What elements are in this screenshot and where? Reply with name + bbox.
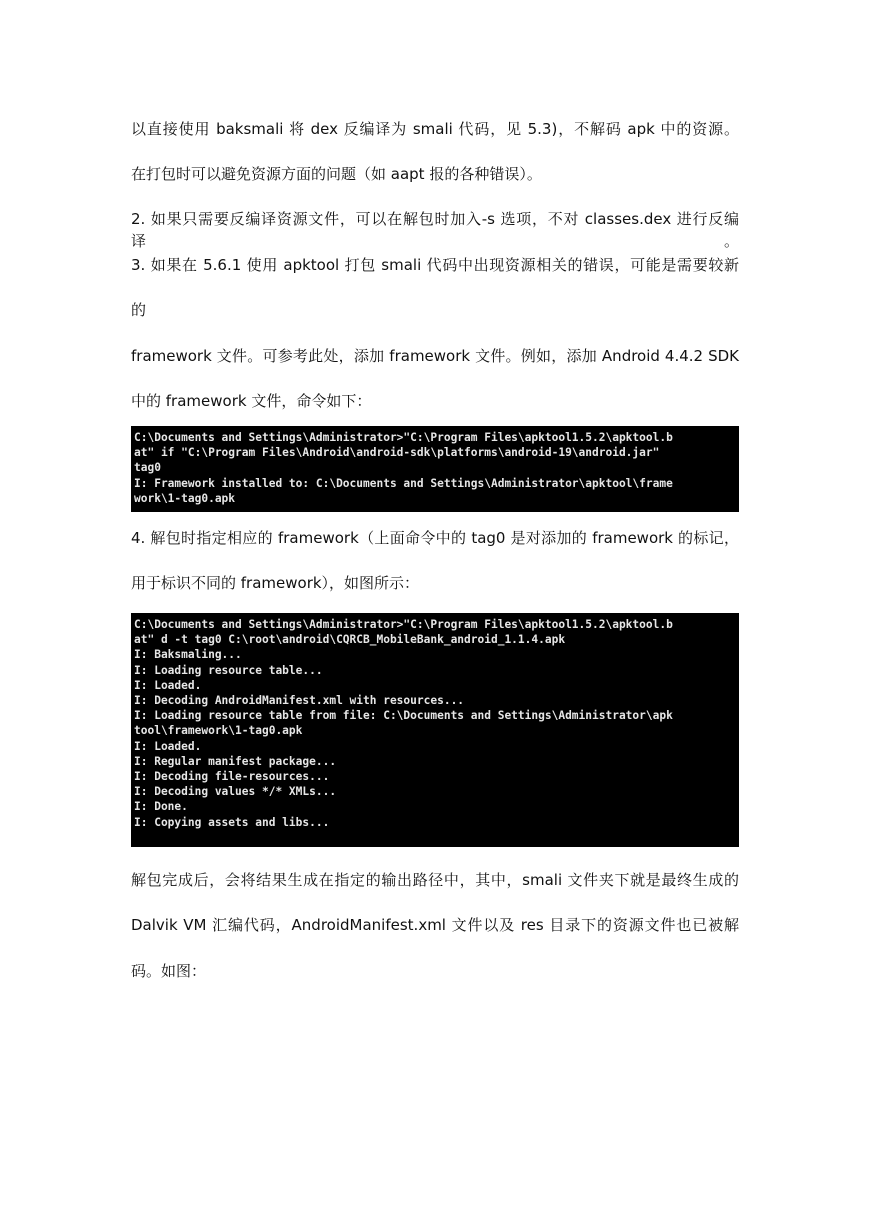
paragraph-result-note-cont: Dalvik VM 汇编代码，AndroidManifest.xml 文件以及 res 目录下的资源文件也已被解 [131,916,739,934]
paragraph-figure-intro: 码。如图： [131,962,207,980]
console-line: work\1-tag0.apk [134,491,236,505]
console-line: I: Baksmaling... [134,648,242,662]
console-line: I: Decoding values */* XMLs... [134,785,337,799]
console-line: I: Copying assets and libs... [134,815,330,829]
paragraph-aapt-note: 在打包时可以避免资源方面的问题（如 aapt 报的各种错误）。 [131,165,542,183]
console-line: I: Regular manifest package... [134,754,337,768]
console-line: I: Loading resource table... [134,663,323,677]
console-line: I: Decoding file-resources... [134,770,330,784]
paragraph-result-note: 解包完成后，会将结果生成在指定的输出路径中，其中，smali 文件夹下就是最终生成的 [131,871,739,889]
console-line: I: Loaded. [134,678,202,692]
console-line: I: Loading resource table from file: C:\Documents and Settings\Administrator\apk [134,709,673,723]
paragraph-item-4-cont: 用于标识不同的 framework），如图所示： [131,574,420,592]
paragraph-command-intro: 中的 framework 文件，命令如下： [131,392,372,410]
console-line: tool\framework\1-tag0.apk [134,724,303,738]
console-line: at" d -t tag0 C:\root\android\CQRCB_MobileBank_android_1.1.4.apk [134,633,566,647]
paragraph-item-4: 4. 解包时指定相应的 framework（上面命令中的 tag0 是对添加的 framework 的标记， [131,529,739,547]
console-line: at" if "C:\Program Files\Android\android-sdk\platforms\android-19\android.jar" [134,446,660,460]
console-line: tag0 [134,461,161,475]
console-screenshot-install-framework [131,426,739,512]
console-line: I: Framework installed to: C:\Documents and Settings\Administrator\apktool\frame [134,476,673,490]
console-line: C:\Documents and Settings\Administrator>"C:\Program Files\apktool1.5.2\apktool.b [134,431,673,444]
paragraph-baksmali-note: 以直接使用 baksmali 将 dex 反编译为 smali 代码，见 5.3)，不解码 apk 中的资源。 [131,120,739,138]
console-line: I: Done. [134,800,188,814]
paragraph-framework-note: framework 文件。可参考此处，添加 framework 文件。例如，添加 Android 4.4.2 SDK [131,347,739,365]
paragraph-item-2: 2. 如果只需要反编译资源文件，可以在解包时加入-s 选项，不对 classes.dex 进行反编译。 [131,210,739,250]
console-screenshot-decode [131,613,739,847]
console-line: C:\Documents and Settings\Administrator>"C:\Program Files\apktool1.5.2\apktool.b [134,618,673,631]
paragraph-item-3: 3. 如果在 5.6.1 使用 apktool 打包 smali 代码中出现资源相关的错误，可能是需要较新 [131,256,739,274]
console-line: I: Decoding AndroidManifest.xml with resources... [134,694,465,708]
paragraph-item-3-cont: 的 [131,301,147,319]
console-line: I: Loaded. [134,739,202,753]
